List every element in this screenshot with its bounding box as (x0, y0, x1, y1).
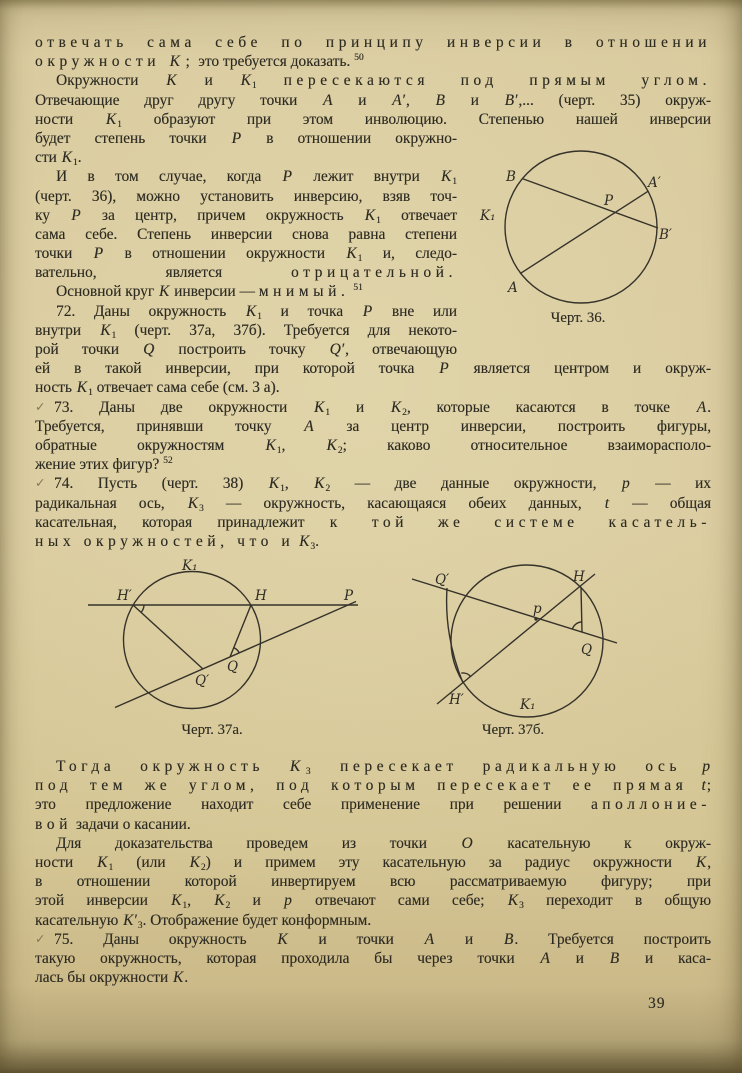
text-line: Отвечающие друг другу точки A и A′, B и B′,... (черт. 35) окруж- (35, 91, 711, 109)
fig36-label-k1: K₁ (480, 208, 496, 224)
text-line: Тогда окружность $K_3$ пересекает радикальную ось p (56, 758, 710, 777)
fig37a-label-h: H (255, 588, 267, 604)
fig37a-label-k1: K₁ (182, 558, 198, 574)
page-number: 39 (648, 995, 666, 1012)
fig37a-chord-hq (133, 605, 203, 669)
text-line: ✓ 75. Даны окружность K и точки A и B. Требуется построить (35, 930, 712, 948)
fig37a-angle-mark-h-prime (141, 605, 144, 612)
fig36-chord-aa (520, 191, 648, 273)
fig37b-label-q-prime: Q′ (435, 572, 450, 588)
text-line: ность $K_1$ отвечает сама себе (см. 3 а). (35, 379, 280, 399)
text-line: ей в такой инверсии, при которой точка P является центром и окруж- (35, 360, 711, 378)
text-line: касательная, которая принадлежит к той же системе касатель- (35, 513, 711, 531)
text-line: жение этих фигур? $^{52}$ (35, 456, 173, 474)
fig37a-angle-mark-q (234, 648, 239, 653)
fig37b-point-p (534, 617, 537, 620)
text-line: Основной круг K инверсии — мнимый. $^{51}$ (56, 283, 363, 301)
text-line: ности $K_1$ образуют при этом инволюцию. Степенью нашей инверсии (35, 110, 711, 130)
text-line: радикальная ось, $K_3$ — окружность, касающаяся обеих данных, t — общая (35, 494, 711, 514)
text-line: Требуется, принявши точку A за центр инверсии, построить фигуры, (35, 417, 711, 435)
fig37a-caption: Черт. 37а. (181, 722, 243, 738)
text-line: И в том случае, когда P лежит внутри $K_1$ (56, 168, 457, 188)
fig37b-secant-qq (412, 579, 617, 643)
text-line: обратные окружностям $K_1$, $K_2$; каково относительное взаиморасполо- (35, 436, 711, 456)
text-line: касательную $K'_3$. Отображение будет конформным. (35, 911, 372, 931)
text-line: такую окружность, которая проходила бы через точки A и B и каса- (35, 949, 712, 967)
fig36-chord-bb (522, 179, 658, 229)
fig36-circle-k1 (505, 151, 657, 303)
text-line: отвечать сама себе по принципу инверсии в отношении (35, 34, 711, 51)
text-line: окружности K; это требуется доказать. $^{50}$ (35, 53, 364, 71)
fig36-label-a: A (508, 280, 518, 296)
fig36-label-a-prime: A′ (648, 175, 661, 191)
fig37b-circle-k1 (451, 565, 603, 717)
fig37a-label-p: P (344, 588, 354, 604)
text-line: вой задачи о касании. (35, 815, 191, 833)
text-line: рой точки Q построить точку Q′, отвечающую (35, 341, 457, 358)
text-line: ✓ 73. Даны две окружности $K_1$ и $K_2$, которые касаются в точке A. (35, 398, 711, 418)
fig37a-label-q: Q (227, 659, 239, 675)
text-line: 72. Даны окружность $K_1$ и точка P вне или (56, 302, 457, 322)
fig36-label-b: B (506, 169, 516, 185)
figure-chert-36 (478, 146, 690, 334)
fig37b-label-h-prime: H′ (449, 692, 464, 708)
text-line: этой инверсии $K_1$, $K_2$ и p отвечают сами себе; $K_3$ переходит в общую (35, 892, 711, 912)
text-line: внутри $K_1$ (черт. 37а, 37б). Требуется для некото- (35, 321, 457, 341)
fig37b-label-k1: K₁ (520, 697, 536, 713)
text-line: точки P в отношении окружности $K_1$ и, следо- (35, 245, 458, 265)
fig37a-circle-k1 (124, 572, 261, 709)
text-line: сама себе. Степень инверсии снова равна степени (35, 225, 457, 243)
fig36-label-b-prime: B′ (659, 227, 672, 243)
fig36-label-p: P (604, 193, 614, 209)
fig37b-angle-mark-h-prime (461, 673, 471, 677)
fig37a-label-h-prime: H′ (117, 588, 132, 604)
text-line: ✓ 74. Пусть (черт. 38) $K_1$, $K_2$ — две данные окружности, p — их (35, 475, 711, 495)
text-line: будет степень точки P в отношении окружно- (35, 129, 457, 147)
text-line: ности $K_1$ (или $K_2$) и примем эту касательную за радиус окружности K, (35, 853, 711, 873)
text-line: сти $K_1$. (35, 149, 82, 169)
fig37b-chord-qh (447, 588, 463, 683)
text-line: ных окружностей, что и $K_3$. (35, 532, 319, 552)
fig37b-label-q: Q (581, 642, 593, 658)
text-line: в отношении которой инвертируем всю рассматриваемую фигуру; при (35, 873, 711, 891)
fig37a-label-q-prime: Q′ (195, 673, 210, 689)
fig37b-segment-hq (581, 587, 582, 632)
fig36-caption: Черт. 36. (550, 310, 606, 326)
text-line: ку P за центр, причем окружность $K_1$ отвечает (35, 206, 457, 226)
fig37a-secant-qq (115, 602, 356, 708)
text-line: это предложение находит себе применение при решении аполлоние- (35, 796, 711, 814)
text-line: вательно, является отрицательной. (35, 264, 457, 282)
text-line: лась бы окружности K. (35, 969, 189, 987)
fig37b-angle-mark-q (572, 622, 581, 629)
lower-text-block (35, 757, 711, 987)
text-line: Для доказательства проведем из точки O касательную к окруж- (56, 834, 711, 852)
fig37b-label-h: H (573, 569, 585, 585)
text-line: под тем же углом, под которым пересекает ее прямая t; (35, 777, 711, 795)
fig37b-caption: Черт. 37б. (481, 722, 545, 738)
fig37b-label-p: p (533, 601, 542, 617)
text-line: (черт. 36), можно установить инверсию, взяв точ- (35, 187, 457, 205)
text-line: Окружности K и $K_1$ пересекаются под прямым углом. (56, 72, 711, 92)
